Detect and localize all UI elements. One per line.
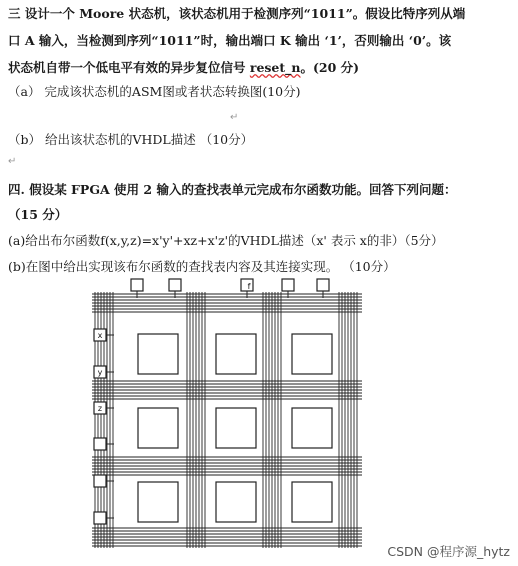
watermark: CSDN @程序源_hytz: [387, 544, 510, 559]
io-pad-left: [94, 475, 106, 487]
q3-line1: 三 设计一个 Moore 状态机，该状态机用于检测序列“1011”。假设比特序列从端: [8, 6, 466, 21]
lut-block: [216, 334, 256, 374]
io-pad-left: [94, 438, 106, 450]
io-pad-top: [317, 279, 329, 291]
io-pad-top: [131, 279, 143, 291]
io-pad-top: [282, 279, 294, 291]
q4-title: 四. 假设某 FPGA 使用 2 输入的查找表单元完成布尔函数功能。回答下列问题：: [8, 182, 457, 197]
lut-block: [138, 482, 178, 522]
output-label-f: f: [247, 282, 251, 291]
q3-part-a: （a） 完成该状态机的ASM图或者状态转换图(10分): [8, 84, 301, 99]
input-label-z: z: [97, 404, 103, 413]
q3-line3-text: 状态机自带一个低电平有效的异步复位信号: [8, 60, 250, 75]
lut-block: [292, 482, 332, 522]
lut-block: [138, 334, 178, 374]
q4-score: （15 分）: [8, 207, 68, 222]
q3-line3-score: 。(20 分): [300, 60, 360, 75]
io-pad-top: [169, 279, 181, 291]
return-mark: ↵: [230, 112, 239, 123]
q4-part-a: (a)给出布尔函数f(x,y,z)=x'y'+xz+x'z'的VHDL描述（x' 表示 x的非）（5分）: [8, 233, 444, 248]
io-pad-left: [94, 512, 106, 524]
reset-signal-name: reset_n: [249, 60, 301, 75]
q4-part-b: (b)在图中给出实现该布尔函数的查找表内容及其连接实现。 （10分）: [8, 259, 396, 274]
lut-block: [292, 334, 332, 374]
lut-block: [138, 408, 178, 448]
input-label-x: x: [97, 331, 103, 340]
lut-block: [216, 408, 256, 448]
lut-block: [216, 482, 256, 522]
q3-line2: 口 A 输入，当检测到序列“1011”时，输出端口 K 输出 ‘1’，否则输出 ‘0’。该: [8, 33, 452, 48]
input-label-y: y: [97, 368, 103, 377]
q3-part-b: （b） 给出该状态机的VHDL描述 （10分）: [8, 132, 254, 147]
return-mark: ↵: [8, 156, 17, 167]
lut-block: [292, 408, 332, 448]
